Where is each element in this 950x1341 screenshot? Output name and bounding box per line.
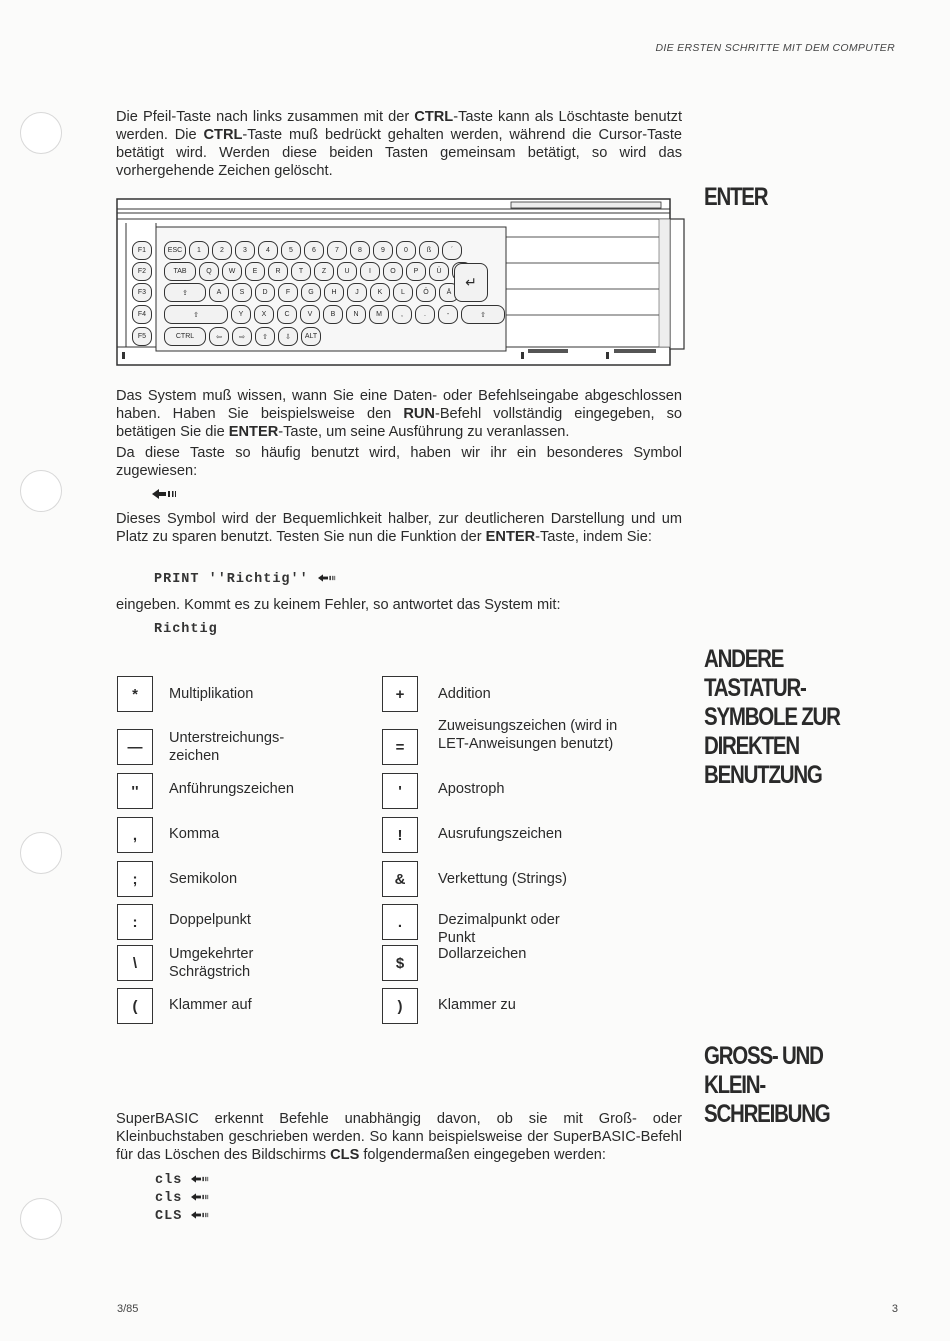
- symbol-label: Dezimalpunkt oder Punkt: [438, 912, 560, 946]
- footer-date: 3/85: [117, 1303, 139, 1315]
- key: 3: [235, 241, 255, 260]
- key: U: [337, 262, 357, 281]
- symbol-box: '': [117, 773, 153, 809]
- symbol-label: Addition: [438, 686, 491, 702]
- key: -: [438, 305, 458, 324]
- key: 2: [212, 241, 232, 260]
- code-line: cls: [155, 1172, 211, 1190]
- enter-paragraph-3: Dieses Symbol wird der Bequemlichkeit halber, zur deutlicheren Darstellung und um Platz zu sparen benutzt. Testen Sie nun die Funktion der ENTER-Taste, indem Sie:: [116, 511, 682, 545]
- key-f2: F2: [132, 262, 152, 281]
- key: 9: [373, 241, 393, 260]
- key: M: [369, 305, 389, 324]
- key: V: [300, 305, 320, 324]
- key: Q: [199, 262, 219, 281]
- symbol-box: .: [382, 904, 418, 940]
- key: L: [393, 283, 413, 302]
- key: 8: [350, 241, 370, 260]
- key: 4: [258, 241, 278, 260]
- case-paragraph: SuperBASIC erkennt Befehle unabhängig davon, ob sie mit Groß- oder Kleinbuchstaben geschrieben werden. So kann beispielsweise der SuperBASIC-Befehl für das Löschen des Bildschirms CLS folgendermaßen eingegeben werden:: [116, 1111, 682, 1163]
- section-heading-case: GROSS- UND KLEIN- SCHREIBUNG: [704, 1042, 830, 1128]
- key: I: [360, 262, 380, 281]
- punch-hole: [20, 832, 62, 874]
- key: ⇨: [232, 327, 252, 346]
- key: ALT: [301, 327, 321, 346]
- key: CTRL: [164, 327, 206, 346]
- key: X: [254, 305, 274, 324]
- key: W: [222, 262, 242, 281]
- symbol-label: Klammer zu: [438, 997, 516, 1013]
- key: ⇪: [164, 283, 206, 302]
- key-f1: F1: [132, 241, 152, 260]
- key: TAB: [164, 262, 196, 281]
- code-print-richtig: PRINT ''Richtig'': [154, 572, 338, 587]
- key: F: [278, 283, 298, 302]
- enter-symbol-icon: [191, 1192, 211, 1202]
- key: Ü: [429, 262, 449, 281]
- symbol-label: Klammer auf: [169, 997, 252, 1013]
- symbol-label: Ausrufungszeichen: [438, 826, 563, 842]
- symbol-box: :: [117, 904, 153, 940]
- enter-paragraph-2: Da diese Taste so häufig benutzt wird, haben wir ihr ein besonderes Symbol zugewiesen:: [116, 445, 682, 479]
- symbol-box: &: [382, 861, 418, 897]
- enter-symbol-icon: [318, 573, 338, 583]
- key: Z: [314, 262, 334, 281]
- code-line: CLS: [155, 1208, 211, 1226]
- keyboard-illustration: [116, 197, 686, 369]
- key: K: [370, 283, 390, 302]
- section-heading-symbols: ANDERE TASTATUR- SYMBOLE ZUR DIREKTEN BENUTZUNG: [704, 645, 840, 789]
- key: B: [323, 305, 343, 324]
- key: ⇧: [164, 305, 228, 324]
- symbol-label: Zuweisungszeichen (wird in LET-Anweisungen benutzt): [438, 718, 618, 752]
- key: .: [415, 305, 435, 324]
- key-f4: F4: [132, 305, 152, 324]
- key-f5: F5: [132, 327, 152, 346]
- punch-hole: [20, 1198, 62, 1240]
- key: P: [406, 262, 426, 281]
- key: G: [301, 283, 321, 302]
- key: Ö: [416, 283, 436, 302]
- page-number: 3: [891, 1303, 898, 1315]
- key: E: [245, 262, 265, 281]
- key: ß: [419, 241, 439, 260]
- symbol-label: Doppelpunkt: [169, 912, 251, 928]
- key: 0: [396, 241, 416, 260]
- symbol-label: Komma: [169, 826, 220, 842]
- intro-paragraph: Die Pfeil-Taste nach links zusammen mit der CTRL-Taste kann als Löschtaste benutzt werden. Die CTRL-Taste muß bedrückt gehalten werden, während die Cursor-Taste betätigt wird. Werden diese beiden Tasten gemeinsam betätigt, so wird das vorhergehende Zeichen gelöscht.: [116, 109, 683, 179]
- symbol-box: ;: [117, 861, 153, 897]
- key: 5: [281, 241, 301, 260]
- enter-paragraph-1: Das System muß wissen, wann Sie eine Daten- oder Befehlseingabe abgeschlossen haben. Haben Sie beispielsweise den RUN-Befehl vollständig eingegeben, so betätigen Sie die ENTER-Taste, um seine Ausführung zu veranlassen.: [116, 388, 682, 440]
- key: T: [291, 262, 311, 281]
- key: H: [324, 283, 344, 302]
- symbol-box: \: [117, 945, 153, 981]
- symbol-box: ': [382, 773, 418, 809]
- key: 6: [304, 241, 324, 260]
- running-header: DIE ERSTEN SCHRITTE MIT DEM COMPUTER: [655, 42, 895, 54]
- key: ESC: [164, 241, 186, 260]
- enter-paragraph-4: eingeben. Kommt es zu keinem Fehler, so antwortet das System mit:: [116, 597, 561, 613]
- key: Ä: [439, 283, 459, 302]
- key: ⇦: [209, 327, 229, 346]
- key: J: [347, 283, 367, 302]
- symbol-label: Verkettung (Strings): [438, 871, 567, 887]
- key: A: [209, 283, 229, 302]
- symbol-label: Apostroph: [438, 781, 505, 797]
- key: O: [383, 262, 403, 281]
- key: ⇧: [461, 305, 505, 324]
- punch-hole: [20, 470, 62, 512]
- enter-symbol-icon: [152, 488, 180, 500]
- code-output-richtig: Richtig: [154, 622, 218, 637]
- symbol-box: =: [382, 729, 418, 765]
- symbol-box: +: [382, 676, 418, 712]
- symbol-box: ,: [117, 817, 153, 853]
- key: ⇧: [255, 327, 275, 346]
- section-heading-enter: ENTER: [704, 183, 768, 211]
- key: ,: [392, 305, 412, 324]
- key: 1: [189, 241, 209, 260]
- symbol-label: Semikolon: [169, 871, 238, 887]
- key: N: [346, 305, 366, 324]
- symbol-label: Umgekehrter Schrägstrich: [169, 946, 254, 980]
- key: ´: [442, 241, 462, 260]
- key: C: [277, 305, 297, 324]
- symbol-box: !: [382, 817, 418, 853]
- symbol-box: $: [382, 945, 418, 981]
- key: 7: [327, 241, 347, 260]
- key: Y: [231, 305, 251, 324]
- symbol-label: Multiplikation: [169, 686, 254, 702]
- key-f3: F3: [132, 283, 152, 302]
- enter-key: ↵: [454, 263, 488, 302]
- key: ⇩: [278, 327, 298, 346]
- punch-hole: [20, 112, 62, 154]
- key: D: [255, 283, 275, 302]
- enter-symbol-icon: [191, 1174, 211, 1184]
- key: R: [268, 262, 288, 281]
- code-line: cls: [155, 1190, 211, 1208]
- symbol-box: *: [117, 676, 153, 712]
- symbol-box: —: [117, 729, 153, 765]
- enter-symbol-icon: [191, 1210, 211, 1220]
- symbol-box: (: [117, 988, 153, 1024]
- code-cls-list: [155, 1172, 211, 1226]
- symbol-label: Unterstreichungs- zeichen: [169, 730, 285, 764]
- key: S: [232, 283, 252, 302]
- symbol-label: Anführungszeichen: [169, 781, 294, 797]
- symbol-box: ): [382, 988, 418, 1024]
- symbol-label: Dollarzeichen: [438, 946, 527, 962]
